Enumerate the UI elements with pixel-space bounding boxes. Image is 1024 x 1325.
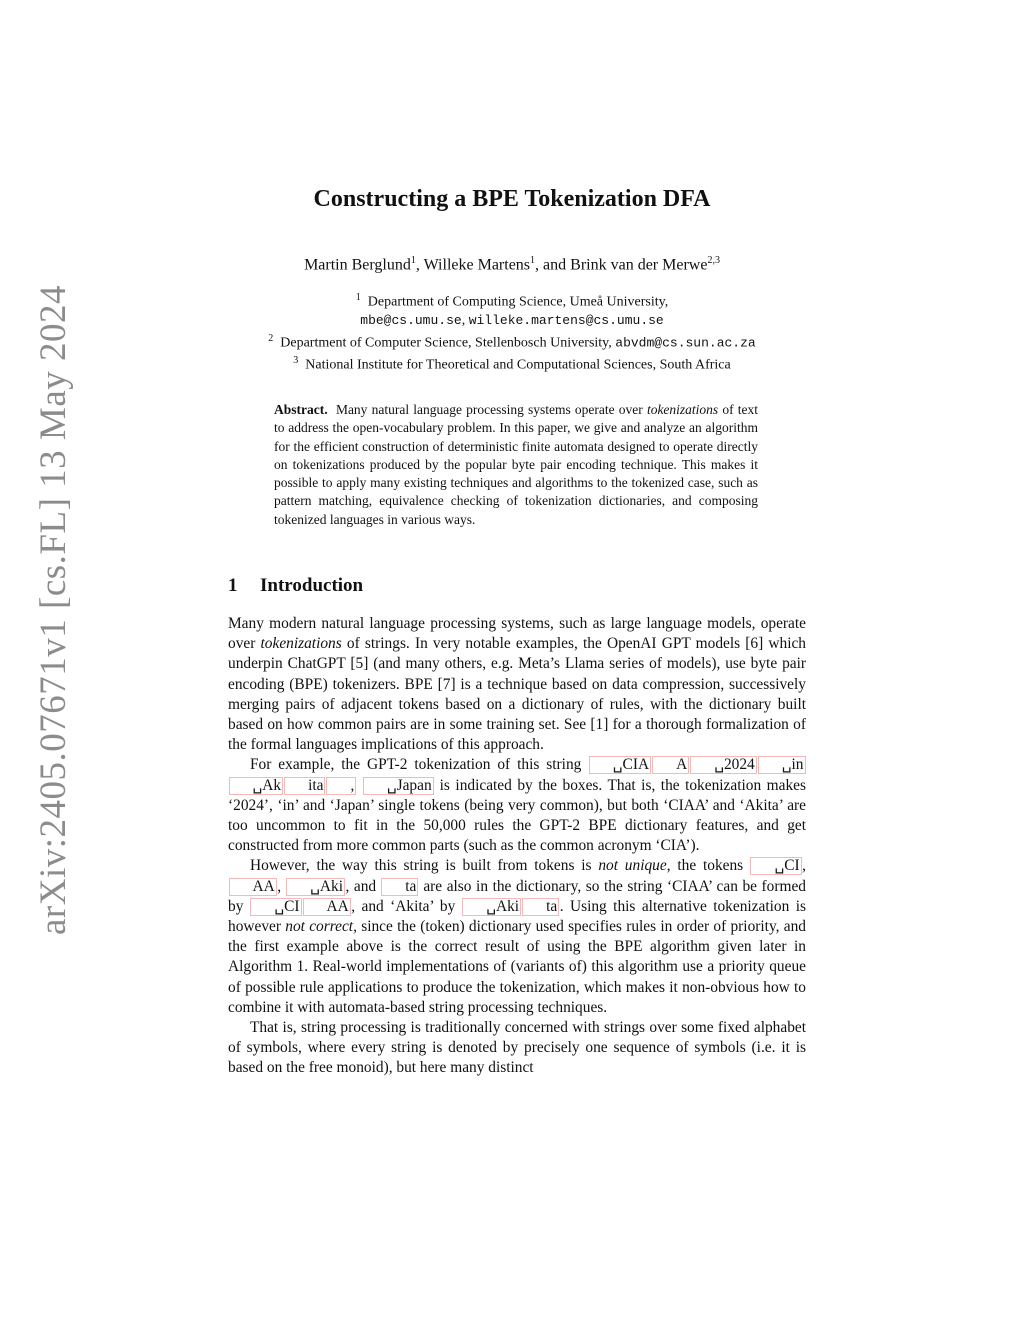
- affil-mark: 2: [268, 332, 274, 344]
- text-run: For example, the GPT-2 tokenization of this string: [250, 756, 589, 774]
- affiliations: [0, 289, 1024, 375]
- email-link[interactable]: abvdm@cs.sun.ac.za: [615, 335, 756, 351]
- token-box: ␣CI: [750, 857, 801, 875]
- token-box: ta: [522, 898, 559, 916]
- text-run: ,: [277, 877, 286, 895]
- token-box: ,: [326, 777, 356, 795]
- text-run: is indicated by the boxes. That is, the tokenization makes ‘2024’, ‘in’ and ‘Japan’ single tokens (being very common), but both ‘CIAA’ and ‘Akita’ are too uncommon to fit in the 50,000 rules the GPT-2 BPE dictionary features, and get constructed from more common parts (such as the common acronym ‘CIA’).: [228, 776, 806, 855]
- email-link[interactable]: willeke.martens@cs.umu.se: [468, 312, 664, 328]
- section-heading: [228, 575, 808, 597]
- affil-mark: 1: [355, 292, 361, 303]
- affiliation-1-emails: mbe@cs.umu.se, willeke.martens@cs.umu.se: [360, 312, 664, 328]
- affil-mark: 3: [293, 355, 299, 367]
- author-name: Willeke Martens: [423, 256, 531, 274]
- affiliation-1: [0, 289, 1024, 312]
- author-affil-mark: 1: [530, 255, 536, 266]
- token-box: ␣Japan: [363, 777, 434, 795]
- paper-title: Constructing a BPE Tokenization DFA: [313, 186, 711, 212]
- text-run: ,: [802, 857, 806, 875]
- author-list: Martin Berglund$^1$, Willeke Martens$^1$, and Brink van der Merwe$^{2,3}$: [304, 255, 720, 274]
- affil-text: Department of Computer Science, Stellenbosch University,: [280, 335, 612, 351]
- text-run: are also in the dictionary, so the string ‘CIAA’ can be formed by: [228, 877, 806, 915]
- abstract-text: Many natural language processing systems operate over: [335, 402, 647, 417]
- text-run: , and: [345, 877, 381, 895]
- affiliation-3: [0, 352, 1024, 375]
- text-run: , the tokens: [666, 857, 750, 875]
- token-box: ␣Aki: [462, 898, 521, 916]
- paragraph: [228, 856, 806, 1018]
- token-box: ␣CIA: [589, 756, 651, 774]
- abstract-emphasis: tokenizations: [646, 402, 719, 417]
- section-title: Introduction: [260, 575, 364, 596]
- abstract: [274, 401, 758, 529]
- author-name: Martin Berglund: [304, 256, 411, 274]
- token-box: A: [652, 756, 689, 774]
- emphasis: tokenizations: [260, 635, 342, 653]
- paragraph: [228, 755, 806, 856]
- affiliation-2: [0, 330, 1024, 353]
- emphasis: not unique: [598, 857, 667, 875]
- section-number: 1: [228, 575, 238, 596]
- affil-text: Department of Computing Science, Umeå University,: [367, 294, 669, 310]
- abstract-text: of text to address the open-vocabulary problem. In this paper, we give and analyze an algorithm for the efficient construction of deterministic finite automata designed to operate directly on tokenizations produced by the popular byte pair encoding technique. This makes it possible to apply many existing techniques and algorithms to the tokenized case, such as pattern matching, equivalence checking of tokenization dictionaries, and composing tokenized languages in various ways.: [274, 402, 758, 527]
- text-run: However, the way this string is built from tokens is: [250, 857, 599, 875]
- paragraph: That is, string processing is traditionally concerned with strings over some fixed alphabet of symbols, where every string is denoted by precisely one sequence of symbols (i.e. it is based on the free monoid), but here many distinct: [228, 1019, 806, 1077]
- text-run: of strings. In very notable examples, the OpenAI GPT models [6] which underpin ChatGPT [5] (and many others, e.g. Meta’s Llama series of models), use byte pair encoding (BPE) tokenizers. BPE [7] is a technique based on data compression, successively merging pairs of adjacent tokens based on a dictionary of rules, with the dictionary built based on how common pairs are in some training set. See [1] for a thorough formalization of the formal languages implications of this approach.: [228, 635, 807, 754]
- token-box: ␣Aki: [286, 878, 345, 896]
- text-run: . Using this alternative tokenization is however: [228, 897, 806, 936]
- email-link[interactable]: mbe@cs.umu.se: [360, 312, 462, 328]
- author-affil-mark: 2,3: [707, 255, 720, 266]
- paragraph: [228, 614, 806, 755]
- text-run: , and ‘Akita’ by: [351, 897, 462, 915]
- token-box: AA: [303, 898, 351, 916]
- text-run: since the (token) dictionary used specifies rules in order of priority, and the first example above is the correct result of using the BPE algorithm given later in Algorithm 1. Real-world implementations of (variants of) this algorithm use a priority queue of possible rule applications to produce the tokenization, which makes it non-obvious how to combine it with automata-based string processing techniques.: [228, 918, 806, 1016]
- affil-text: National Institute for Theoretical and Computational Sciences, South Africa: [305, 357, 731, 373]
- section-body: [228, 614, 806, 1079]
- author-conjunction: , and: [535, 256, 571, 274]
- arxiv-identifier[interactable]: arXiv:2405.07671v1 [cs.FL] 13 May 2024: [33, 285, 74, 935]
- token-box: ita: [284, 777, 325, 795]
- author-name: Brink van der Merwe: [570, 256, 708, 274]
- token-box: AA: [229, 878, 277, 896]
- token-box: ta: [381, 878, 418, 896]
- emphasis: not correct,: [285, 918, 357, 936]
- token-box: ␣in: [758, 756, 806, 774]
- token-box: ␣Ak: [229, 777, 284, 795]
- token-box: ␣CI: [250, 898, 301, 916]
- author-affil-mark: 1: [410, 255, 416, 266]
- token-box: ␣2024: [690, 756, 757, 774]
- text-run: Many modern natural language processing systems, such as large language models, operate over: [228, 615, 806, 653]
- abstract-label: Abstract.: [274, 402, 328, 417]
